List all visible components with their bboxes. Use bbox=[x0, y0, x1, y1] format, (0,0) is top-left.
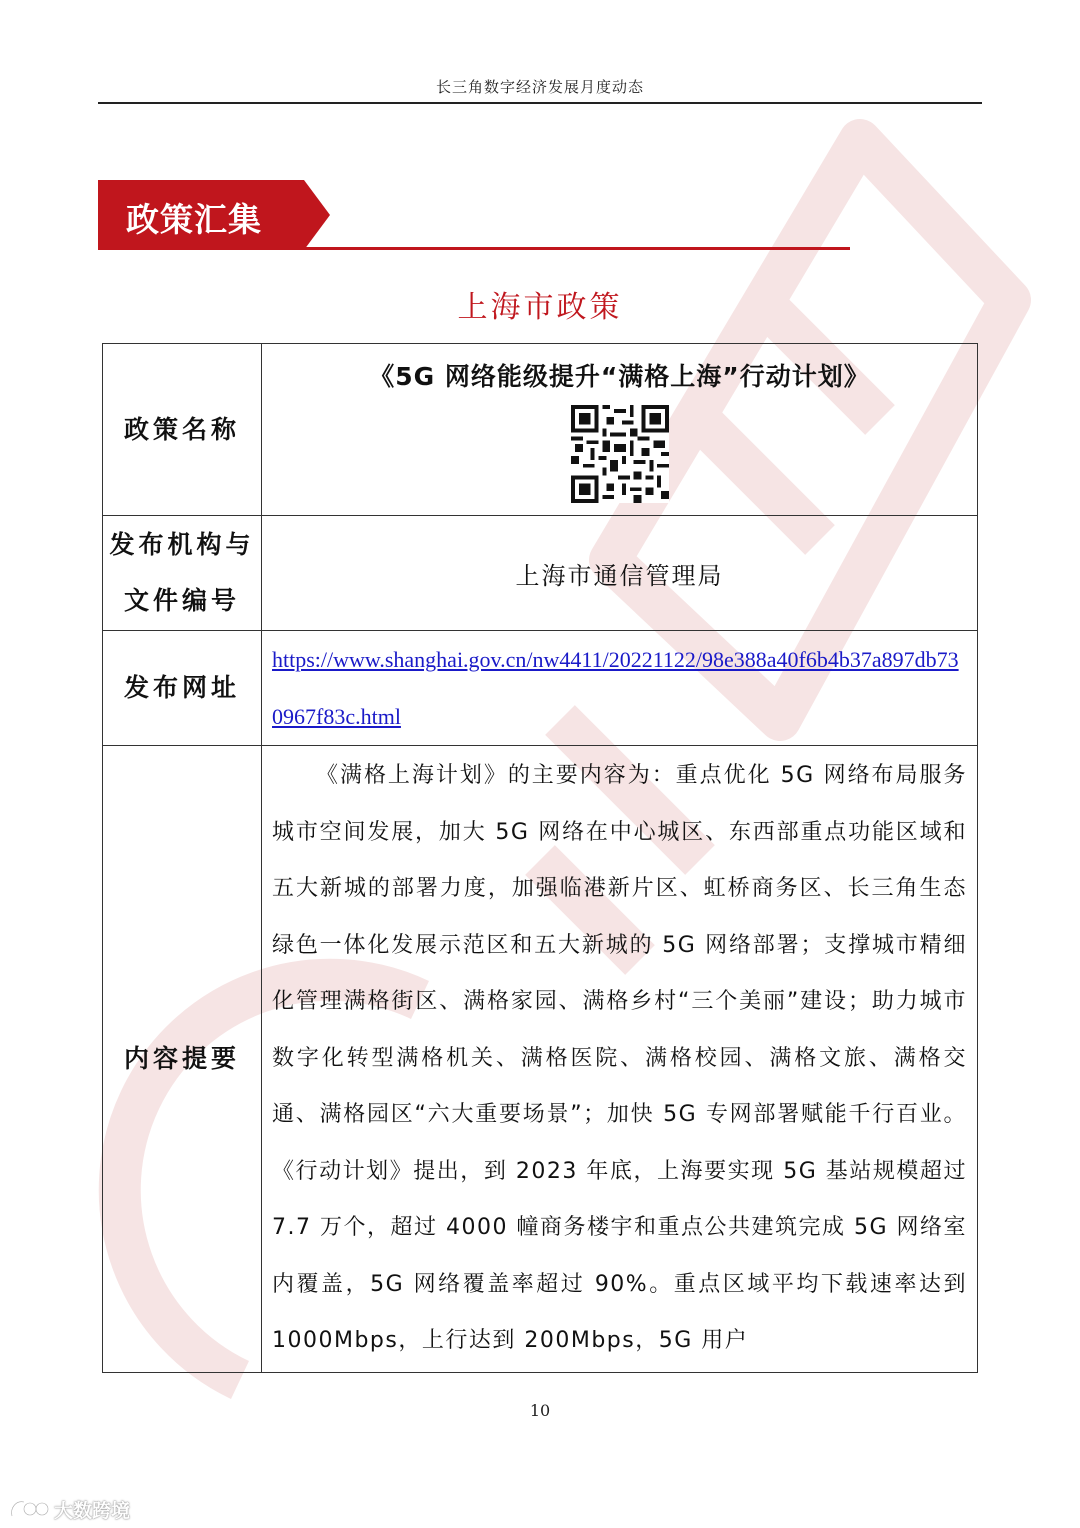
brand-logo bbox=[8, 1494, 130, 1524]
row-value bbox=[262, 631, 978, 746]
table-row-publisher bbox=[103, 516, 978, 631]
row-label: 政策名称 bbox=[103, 344, 262, 516]
row-label bbox=[103, 516, 262, 631]
row-value bbox=[262, 746, 978, 1373]
summary-text: 《满格上海计划》的主要内容为：重点优化 5G 网络布局服务城市空间发展，加大 5G 网络在中心城区、东西部重点功能区域和五大新城的部署力度，加强临港新片区、虹桥商务区、长三角生态绿色一体化发展示范区和五大新城的 5G 网络部署；支撑城市精细化管理满格街区、满格家园、满格乡村“三个美丽”建设；助力城市数字化转型满格机关、满格医院、满格校园、满格文旅、满格交通、满格园区“六大重要场景”；加快 5G 专网部署赋能千行百业。《行动计划》提出，到 2023 年底，上海要实现 5G 基站规模超过 7.7 万个，超过 4000 幢商务楼宇和重点公共建筑完成 5G 网络室内覆盖，5G 网络覆盖率超过 90%。重点区域平均下载速率达到 1000Mbps，上行达到 200Mbps，5G 用户 bbox=[272, 763, 967, 1353]
page-number: 10 bbox=[529, 1401, 551, 1420]
publisher-value: 上海市通信管理局 bbox=[262, 516, 978, 631]
policy-url-link[interactable]: https://www.shanghai.gov.cn/nw4411/20221122/98e388a40f6b4b37a897db730967f83c.html bbox=[272, 647, 959, 729]
brand-logo-icon bbox=[8, 1496, 50, 1522]
table-row-summary bbox=[103, 746, 978, 1373]
row-label-line1: 发布机构与 bbox=[109, 530, 255, 559]
section-banner-text: 政策汇集 bbox=[126, 200, 262, 239]
row-label: 内容提要 bbox=[103, 746, 262, 1373]
header-title: 长三角数字经济发展月度动态 bbox=[435, 78, 644, 96]
row-label: 发布网址 bbox=[103, 631, 262, 746]
brand-logo-text: 大数跨境 bbox=[54, 1499, 131, 1522]
table-row-url bbox=[103, 631, 978, 746]
qr-code-icon[interactable] bbox=[272, 405, 967, 503]
section-banner bbox=[98, 180, 330, 250]
banner-rule bbox=[98, 247, 850, 250]
policy-name: 《5G 网络能级提升“满格上海”行动计划》 bbox=[369, 361, 870, 391]
section-title: 上海市政策 bbox=[457, 290, 623, 325]
row-label-line2: 文件编号 bbox=[123, 586, 240, 615]
row-value bbox=[262, 344, 978, 516]
table-row-policy-name bbox=[103, 344, 978, 516]
policy-table bbox=[102, 343, 978, 1373]
page-header bbox=[98, 76, 982, 104]
